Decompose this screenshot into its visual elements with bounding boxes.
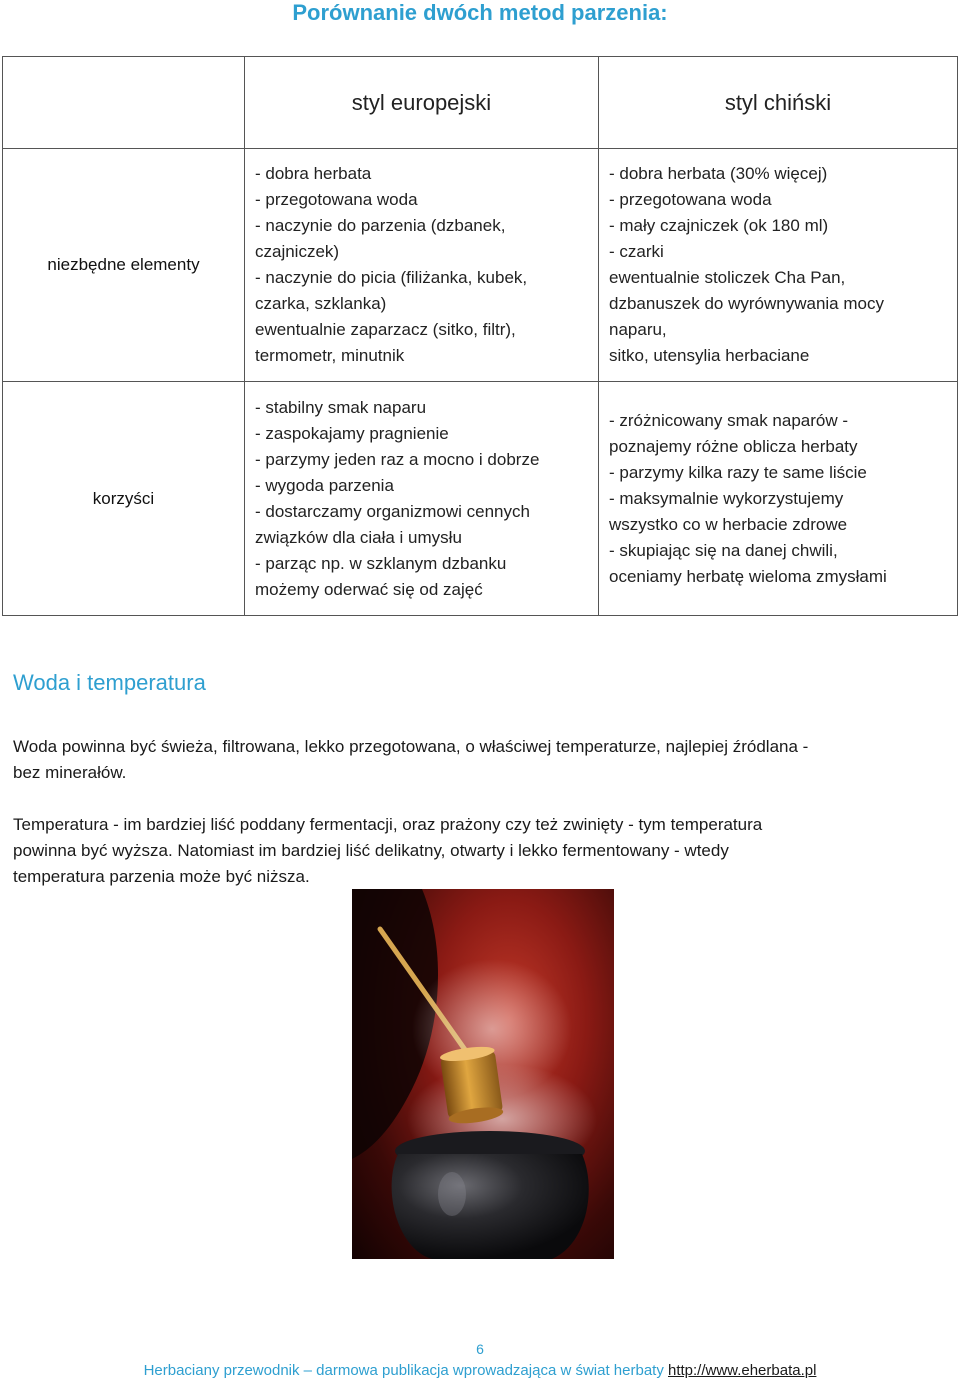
cell-line: - zróżnicowany smak naparów - <box>609 410 849 430</box>
cell-line: - parzymy jeden raz a mocno i dobrze <box>255 449 540 469</box>
paragraph-water <box>13 734 938 786</box>
table-row <box>3 149 958 382</box>
cell-line: - skupiając się na danej chwili, <box>609 540 838 560</box>
cell-line: - parzymy kilka razy te same liście <box>609 462 867 482</box>
cell-line: czarka, szklanka) <box>255 294 387 313</box>
row-label-benefits: korzyści <box>3 382 245 616</box>
cell-line: możemy oderwać się od zajęć <box>255 579 483 599</box>
cell-line: - parząc np. w szklanym dzbanku <box>255 553 507 573</box>
cell-line: - dostarczamy organizmowi cennych <box>255 501 530 521</box>
cell-line: sitko, utensylia herbaciane <box>609 346 810 365</box>
cell-line: dzbanuszek do wyrównywania mocy <box>609 294 884 313</box>
footer-text: Herbaciany przewodnik – darmowa publikacja wprowadzająca w świat herbaty <box>143 1362 668 1379</box>
paragraph-line: Woda powinna być świeża, filtrowana, lekko przegotowana, o właściwej temperaturze, najlepiej źródlana - <box>13 737 809 756</box>
tea-kettle-photo <box>352 889 614 1259</box>
cell-line: oceniamy herbatę wieloma zmysłami <box>609 566 887 586</box>
header-european-style: styl europejski <box>245 57 599 149</box>
page-title: Porównanie dwóch metod parzenia: <box>292 0 668 25</box>
cell-line: - maksymalnie wykorzystujemy <box>609 488 844 508</box>
cell-european-benefits <box>245 382 599 616</box>
row-label-required-items: niezbędne elementy <box>3 149 245 382</box>
cell-line: - przegotowana woda <box>609 190 772 209</box>
cell-line: poznajemy różne oblicza herbaty <box>609 436 858 456</box>
cell-line: czajniczek) <box>255 242 340 261</box>
cell-line: ewentualnie zaparzacz (sitko, filtr), <box>255 320 516 339</box>
cell-line: - mały czajniczek (ok 180 ml) <box>609 216 829 235</box>
paragraph-line: bez minerałów. <box>13 763 127 782</box>
header-empty-cell <box>3 57 245 149</box>
table-header-row <box>3 57 958 149</box>
cell-line: - czarki <box>609 242 664 261</box>
cell-line: - naczynie do picia (filiżanka, kubek, <box>255 268 528 287</box>
cell-line: - przegotowana woda <box>255 190 418 209</box>
cell-line: - naczynie do parzenia (dzbanek, <box>255 216 506 235</box>
footer <box>0 1362 960 1379</box>
paragraph-temperature <box>13 812 938 890</box>
section-heading: Woda i temperatura <box>13 670 206 695</box>
cell-line: - zaspokajamy pragnienie <box>255 423 449 443</box>
page-number: 6 <box>476 1341 484 1357</box>
paragraph-line: powinna być wyższa. Natomiast im bardziej liść delikatny, otwarty i lekko fermentowany - wtedy <box>13 841 729 860</box>
paragraph-line: Temperatura - im bardziej liść poddany fermentacji, oraz prażony czy też zwinięty - tym temperatura <box>13 815 763 834</box>
cell-chinese-required-items <box>599 149 958 382</box>
table-row <box>3 382 958 616</box>
cell-line: naparu, <box>609 320 667 339</box>
comparison-table <box>2 56 958 616</box>
header-chinese-style: styl chiński <box>599 57 958 149</box>
footer-link[interactable]: http://www.eherbata.pl <box>668 1362 817 1379</box>
paragraph-line: temperatura parzenia może być niższa. <box>13 867 310 886</box>
cell-line: związków dla ciała i umysłu <box>255 527 462 547</box>
cell-european-required-items <box>245 149 599 382</box>
cell-line: - stabilny smak naparu <box>255 397 427 417</box>
cell-line: ewentualnie stoliczek Cha Pan, <box>609 268 846 287</box>
cell-line: termometr, minutnik <box>255 346 405 365</box>
cell-chinese-benefits <box>599 382 958 616</box>
tea-kettle-illustration <box>352 889 614 1259</box>
cell-line: wszystko co w herbacie zdrowe <box>609 514 848 534</box>
cell-line: - dobra herbata <box>255 164 372 183</box>
cell-line: - dobra herbata (30% więcej) <box>609 164 828 183</box>
cell-line: - wygoda parzenia <box>255 475 394 495</box>
